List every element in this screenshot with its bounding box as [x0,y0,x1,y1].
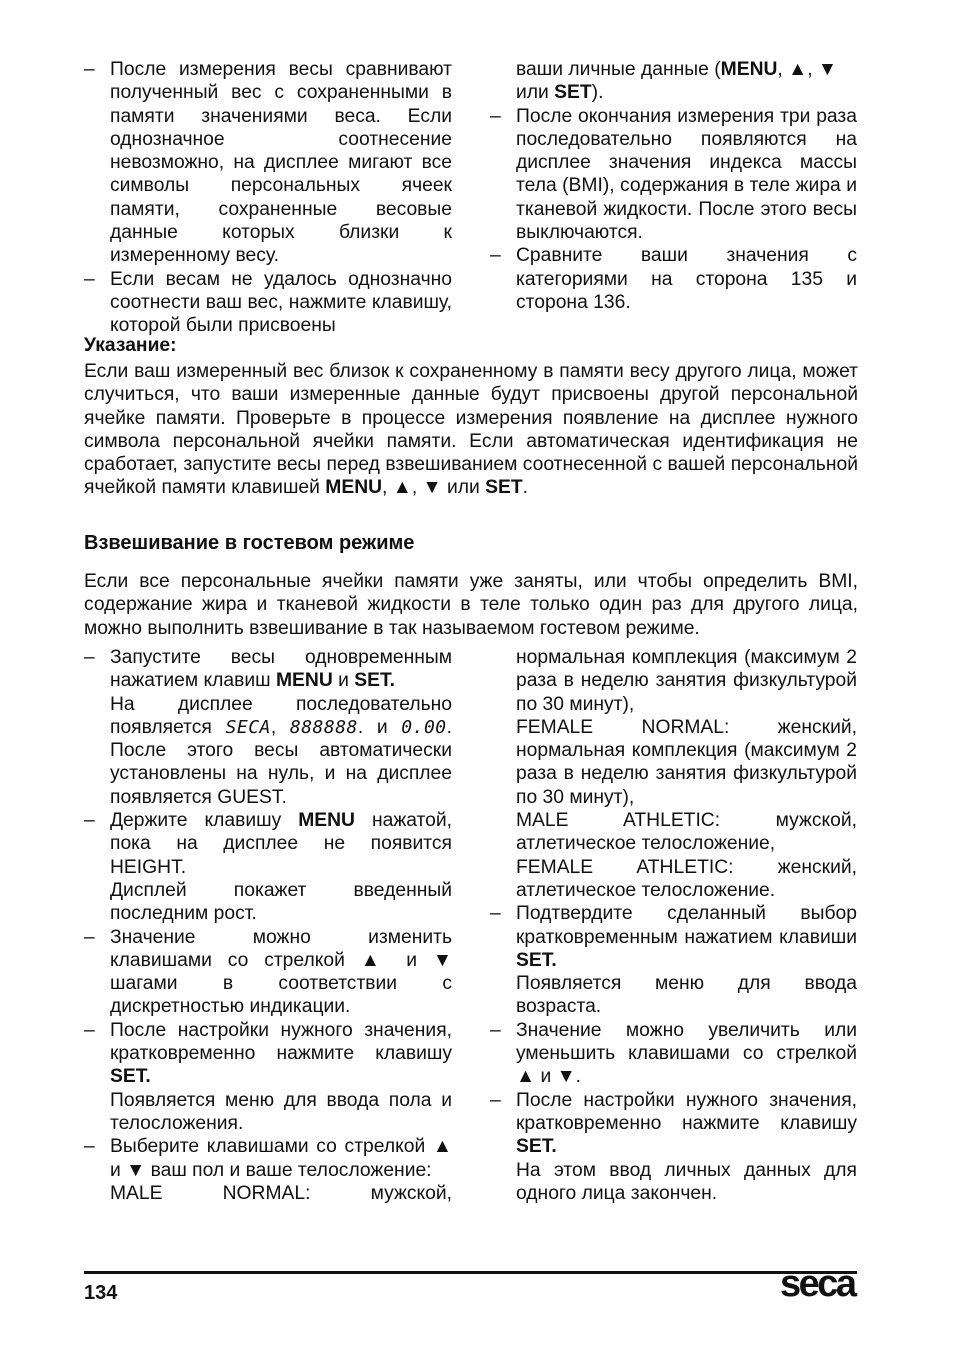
menu-key: MENU [720,59,778,80]
list-item: – Значение можно изменить клавишами со стрелкой ▲ и ▼ шагами в соответствии с дискретностью индикации. [84,926,452,1019]
continued-text: Появляется меню для ввода возраста. [516,973,857,1018]
section-heading: Взвешивание в гостевом режиме [84,532,415,554]
menu-key: MENU [325,477,383,499]
seca-logo: seca [780,1263,855,1305]
continued-text: нормальная комплекция (максимум 2 раза в неделю занятия физкультурой по 30 минут), [516,647,857,715]
lcd-seca-display: SECA [225,716,271,738]
set-key: SET. [354,670,395,692]
list-item: – После настройки нужного значения, кратковременно нажмите клавишу SET. [490,1089,857,1159]
guest-left-column [84,646,452,1205]
list-item: – Выберите клавишами со стрелкой ▲ и ▼ ваш пол и ваше телосложение: [84,1135,452,1182]
continued-text: Дисплей покажет введенный последним рост. [110,879,452,925]
list-item: – Значение можно увеличить или уменьшить клавишами со стрелкой ▲ и ▼. [490,1019,857,1089]
note-label: Указание: [84,335,177,356]
continued-text: FEMALE NORMAL: женский, нормальная комплекция (максимум 2 раза в неделю занятия физкультурой по 30 минут), [516,716,857,808]
menu-key: MENU [275,670,333,692]
footer-rule [84,1271,857,1274]
list-item: – Если весам не удалось однозначно соотнести ваш вес, нажмите клавишу, которой были присвоены [84,268,452,338]
list-item: – После настройки нужного значения, кратковременно нажмите клавишу SET. [84,1019,452,1089]
continued-text: FEMALE ATHLETIC: женский, атлетическое телосложение. [516,856,857,901]
continued-text: На дисплее последовательно появляется SECA, 888888. и 0.00. После этого весы автоматически установлены на нуль, и на дисплее появляется GUEST. [110,693,452,808]
set-key: SET. [516,1136,557,1158]
set-key: SET. [110,1066,151,1088]
lcd-zero-display: 0.00 [401,716,447,738]
continued-text: MALE ATHLETIC: мужской, атлетическое телосложение, [516,810,857,855]
list-item: – Сравните ваши значения с категориями на сторона 135 и сторона 136. [490,244,857,314]
list-item: – После измерения весы сравнивают полученный вес с сохраненными в памяти значениями веса. Если однозначное соотнесение невозможно, на дисплее мигают все символы персональных ячеек памяти, сохраненные весовые данные которых близки к измеренному весу. [84,58,452,268]
page-number: 134 [84,1282,118,1304]
continued-text: На этом ввод личных данных для одного лица закончен. [516,1159,857,1204]
set-key: SET [485,477,523,499]
set-key: SET. [516,949,557,971]
list-item: – Подтвердите сделанный выбор кратковременным нажатием клавиши SET. [490,902,857,972]
list-item: – После окончания измерения три раза последовательно появляются на дисплее значения индекса массы тела (BMI), содержания в теле жира и тканевой жидкости. После этого весы выключаются. [490,105,857,245]
guest-right-column [490,646,857,1205]
continued-text: MALE NORMAL: мужской, [110,1182,452,1204]
menu-key: MENU [298,810,355,832]
list-item: – Держите клавишу MENU нажатой, пока на дисплее не появится HEIGHT. [84,809,452,879]
continued-text: Появляется меню для ввода пола и телосложения. [110,1089,452,1134]
section-intro: Если все персональные ячейки памяти уже заняты, или чтобы определить BMI, содержание жира и тканевой жидкости в теле только один раз для другого лица, можно выполнить взвешивание в так называемом гостевом режиме. [84,571,858,639]
top-right-column [490,58,857,314]
set-key: SET [554,82,592,104]
list-item: – Запустите весы одновременным нажатием клавиш MENU и SET. [84,646,452,693]
note-text: Если ваш измеренный вес близок к сохраненному в памяти весу другого лица, может случиться, что ваши измеренные данные будут присвоены другой персональной ячейке памяти. Проверьте в процессе измерения появление на дисплее нужного символа персональной ячейки памяти. Если автоматическая идентификация не сработает, запустите весы перед взвешиванием соотнесенной с вашей персональной ячейкой памяти клавишей MENU, ▲, ▼ или SET. [84,361,858,499]
continued-text: ваши личные данные (MENU, ▲, ▼ или SET). [516,59,838,104]
top-left-column [84,58,452,338]
lcd-segment-test-display: 888888 [289,716,358,738]
